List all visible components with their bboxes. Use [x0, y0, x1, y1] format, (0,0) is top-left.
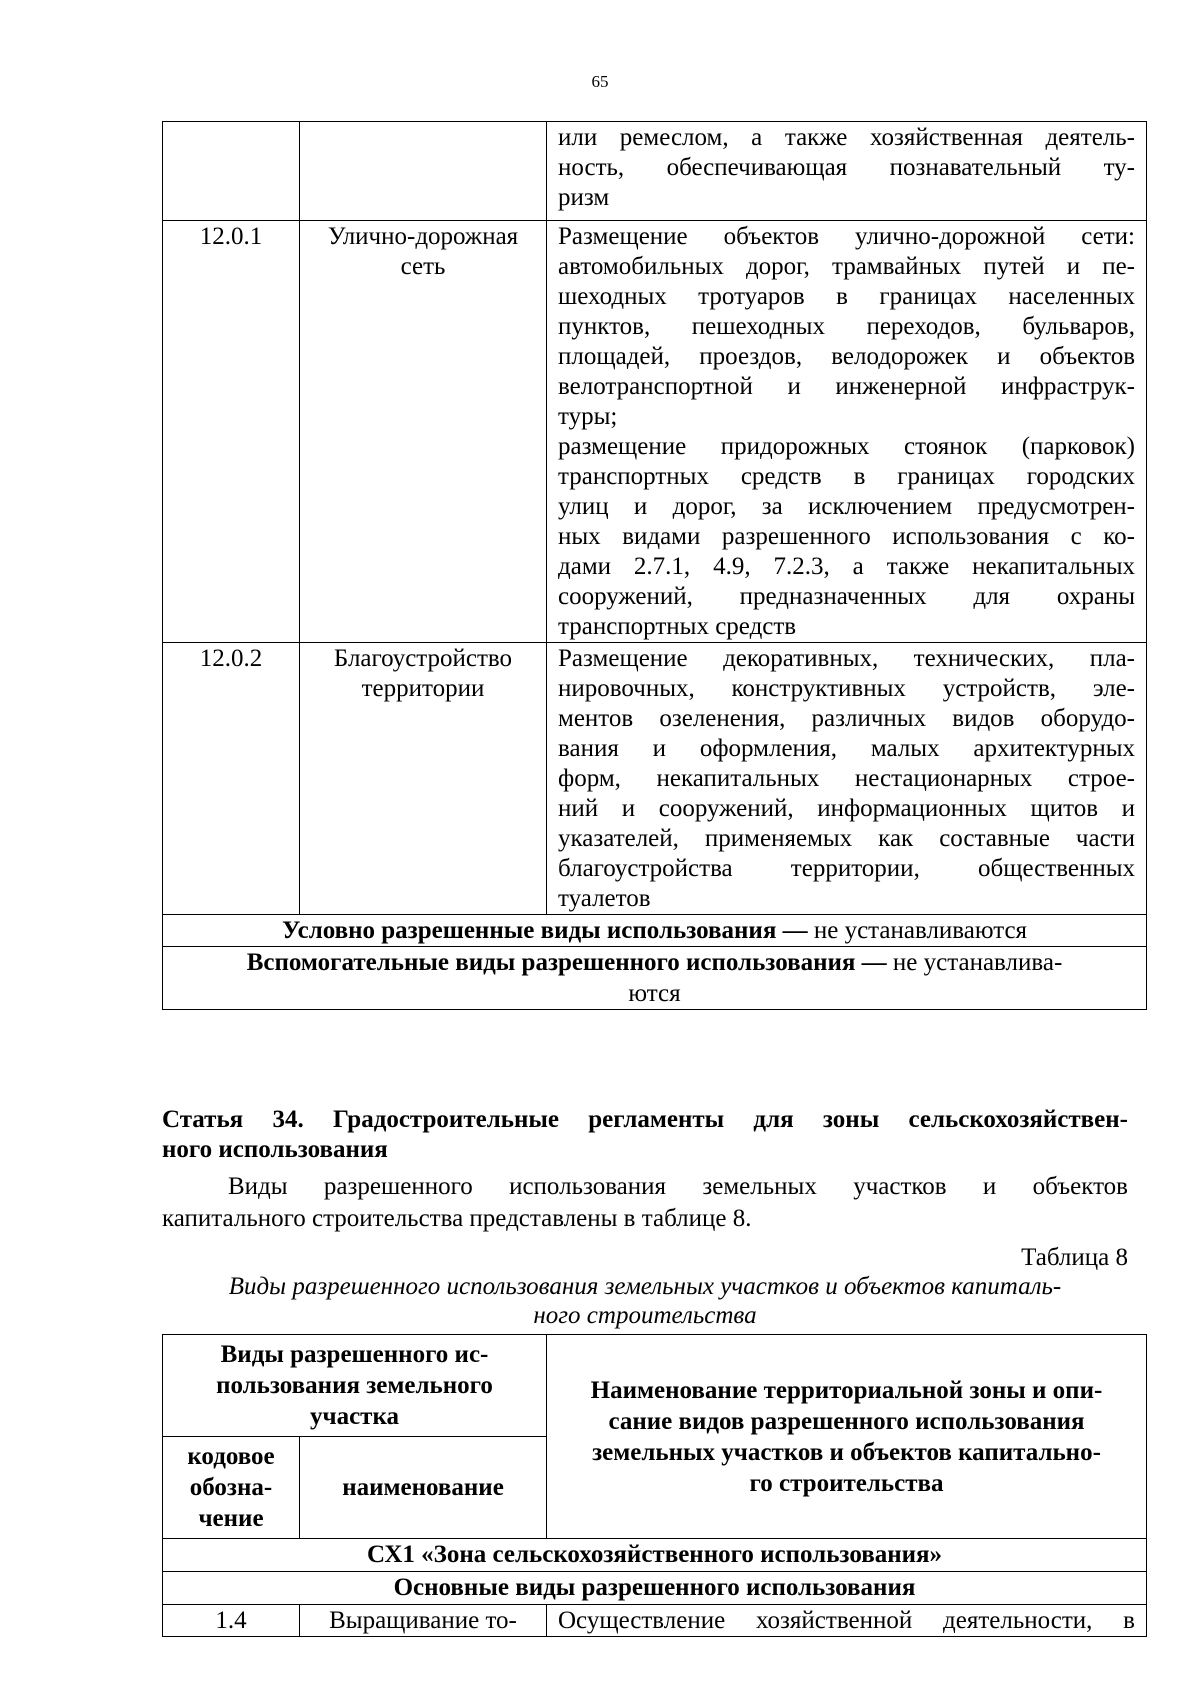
paragraph-line: Виды разрешенного использования земельных участков и объектов [228, 1173, 1128, 1200]
table-row [163, 122, 1147, 221]
code-cell [163, 122, 300, 221]
auxiliary-uses-value-continued: ются [628, 980, 681, 1007]
description-line: площадей, проездов, велодорожек и объектов [558, 343, 1135, 370]
table-section-row [163, 1572, 1147, 1605]
page-number: 65 [591, 72, 609, 91]
description-cell [547, 1605, 1147, 1637]
description-line: транспортных средств [558, 613, 797, 640]
table-zone-row [163, 1539, 1147, 1572]
description-line: ризм [558, 184, 610, 211]
zone-title: СХ1 «Зона сельскохозяйственного использования» [163, 1539, 1147, 1572]
table-row-conditional-uses [163, 915, 1147, 947]
name-line: Благоустройство [333, 645, 513, 672]
header-description [547, 1335, 1147, 1539]
description-cell [547, 221, 1147, 643]
auxiliary-uses-label: Вспомогательные виды разрешенного использования — [246, 949, 887, 976]
main-types-title: Основные виды разрешенного использования [163, 1572, 1147, 1605]
description-line: размещение придорожных стоянок (парковок) [558, 433, 1135, 460]
table-caption-line: Виды разрешенного использования земельных участков и объектов капиталь- [228, 1273, 1062, 1300]
description-line: ментов озеленения, различных видов оборудо- [558, 705, 1135, 732]
name-line: территории [361, 675, 485, 702]
description-line: туры; [558, 403, 618, 430]
table-caption-line: ного строительства [533, 1302, 757, 1329]
conditional-uses-label: Условно разрешенные виды использования — [281, 917, 808, 944]
header-line: обозна- [189, 1474, 273, 1501]
description-line: ных видами разрешенного использования с ко- [558, 523, 1135, 550]
description-line: Размещение объектов улично-дорожной сети: [558, 223, 1135, 250]
description-line: дами 2.7.1, 4.9, 7.2.3, а также некапитальных [558, 553, 1135, 580]
description-line: шеходных тротуаров в границах населенных [558, 283, 1135, 310]
description-line: нировочных, конструктивных устройств, эле- [558, 675, 1135, 702]
header-line: земельных участков и объектов капитально- [592, 1438, 1101, 1466]
name-cell: Выращивание то- [300, 1605, 547, 1637]
header-line: участка [309, 1403, 399, 1430]
description-line: Осуществление хозяйственной деятельности, в [558, 1607, 1135, 1634]
name-line: сеть [400, 253, 446, 280]
header-line: Наименование территориальной зоны и опи- [590, 1376, 1103, 1404]
name-cell [300, 122, 547, 221]
description-line: сооружений, предназначенных для охраны [558, 583, 1135, 610]
land-use-table-continuation [162, 121, 1147, 1010]
name-cell [300, 643, 547, 915]
paragraph-line: капитального строительства представлены в таблице 8. [162, 1205, 752, 1232]
name-line: Улично-дорожная [327, 223, 519, 250]
description-line: форм, некапитальных нестационарных строе- [558, 765, 1135, 792]
article-heading [162, 1105, 1128, 1165]
header-land-use-group [163, 1335, 547, 1437]
description-line: автомобильных дорог, трамвайных путей и пе- [558, 253, 1135, 280]
header-line: сание видов разрешенного использования [608, 1407, 1085, 1435]
auxiliary-uses-cell [163, 947, 1147, 1010]
conditional-uses-cell [163, 915, 1147, 947]
description-line: туалетов [558, 885, 651, 912]
name-cell [300, 221, 547, 643]
header-line: Виды разрешенного ис- [220, 1341, 489, 1368]
description-line: транспортных средств в границах городских [558, 463, 1135, 490]
description-line: указателей, применяемых как составные части [558, 825, 1135, 852]
description-cell [547, 643, 1147, 915]
description-line: вания и оформления, малых архитектурных [558, 735, 1135, 762]
table-8 [162, 1334, 1147, 1637]
table-row [163, 643, 1147, 915]
header-line: пользования земельного [216, 1372, 493, 1399]
table-caption [162, 1272, 1128, 1330]
conditional-uses-value: не устанавливаются [807, 917, 1028, 944]
header-line: чение [198, 1505, 264, 1532]
description-line: ний и сооружений, информационных щитов и [558, 795, 1135, 822]
description-line: пунктов, пешеходных переходов, бульваров, [558, 313, 1135, 340]
article-heading-line: Статья 34. Градостроительные регламенты для зоны сельскохозяйствен- [162, 1106, 1128, 1133]
table-row [163, 221, 1147, 643]
description-line: улиц и дорог, за исключением предусмотрен- [558, 493, 1135, 520]
table-row [163, 1605, 1147, 1637]
description-line: велотранспортной и инженерной инфраструк- [558, 373, 1135, 400]
table-number-label: Таблица 8 [1021, 1244, 1128, 1271]
auxiliary-uses-value: не устанавлива- [886, 949, 1063, 976]
code-cell: 1.4 [163, 1605, 300, 1637]
article-heading-line: ного использования [162, 1136, 388, 1163]
table-row-auxiliary-uses [163, 947, 1147, 1010]
description-cell [547, 122, 1147, 221]
header-code [163, 1437, 300, 1539]
description-line: благоустройства территории, общественных [558, 855, 1135, 882]
description-line: Размещение декоративных, технических, пла- [558, 645, 1135, 672]
code-cell: 12.0.1 [163, 221, 300, 643]
code-cell: 12.0.2 [163, 643, 300, 915]
header-line: го строительства [749, 1469, 944, 1497]
header-name: наименование [300, 1437, 547, 1539]
description-line: ность, обеспечивающая познавательный ту- [558, 154, 1135, 181]
table-header-row [163, 1335, 1147, 1437]
article-paragraph [162, 1171, 1128, 1235]
description-line: или ремеслом, а также хозяйственная деятель- [558, 124, 1135, 151]
header-line: кодовое [187, 1443, 275, 1470]
